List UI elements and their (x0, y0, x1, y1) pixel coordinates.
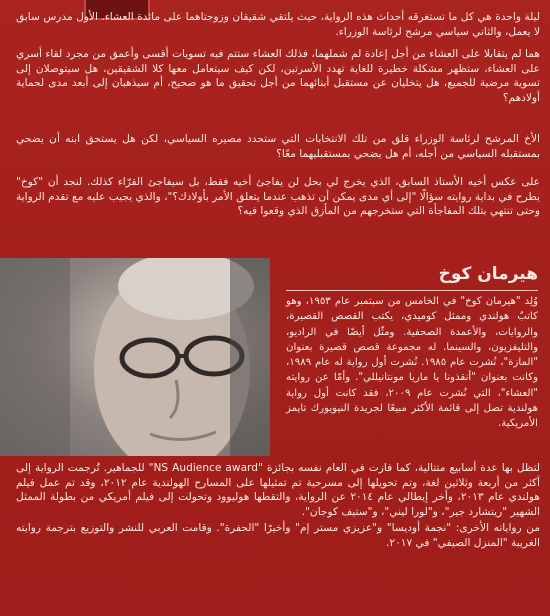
synopsis-paragraph-4: على عكس أخيه الأستاذ السابق، الذي يخرج لي بحل لن يفاجئ أخيه فقط، بل سيفاجئ القرّاء كذلك. لنجد أن "كوخ" يطرح في بداية روايته سؤالًا "إلى أي مدى يمكن أن تذهب عندما يتعلق الأمر بأولادك؟"، والذي يجيب عليه مع تقدم الرواية وحتى تنتهي بتلك المفاجأة التي ستخرجهم من المأزق الذي وقعوا فيه؟ (16, 176, 540, 218)
author-name: هيرمان كوخ (438, 264, 538, 284)
publication-paragraph-2: من رواياته الأخرى: "نجمة أوديسا" و"عزيزي مستر إم" وأخيرًا "الحفرة". وقامت العربي للنشر والتوزيع بترجمة روايته الغريبة "المنزل الصيفي" في ٢٠١٧. (16, 522, 540, 549)
publication-paragraph-1: لتظل بها عدة أسابيع متتالية، كما فازت في العام نفسه بجائزة "NS Audience award" للجماهير. تُرجمت الرواية إلى أكثر من أربعة وثلاثين لغة، وتم تحويلها إلى مسرحية تم تمثيلها على المسارح الهولندية عام ٢٠١٢، وقد تم عمل فيلم هولندي عام ٢٠١٣، وأخر إيطالي عام ٢٠١٤ عن الرواية، والتقطها هوليوود وتحولت إلى فيلم أمريكي من بطولة الممثل الشهير "ريتشارد جير"، و"لورا ليني"، و"ستيف كوجان". (16, 462, 540, 519)
synopsis-paragraph-3: الأخ المرشح لرئاسة الوزراء قلق من تلك الانتخابات التي ستحدد مصيره السياسي، لكن هل يستحق ابنه أن يضحي بمستقبله السياسي من أجله، أم هل يضحي بمستقبليهما معًا؟ (16, 133, 540, 160)
synopsis-paragraph-2: هما لم يتقابلا على العشاء من أجل إعادة لم شملهما، فذلك العشاء ستتم فيه تسويات أقسى وأعمق من مجرد لقاء أسري على العشاء، ستظهر مشكلة خطيرة للغاية تهدد الأسرتين، لكن كيف سيتعامل معها كلا الشقيقين، هل سيتوصلان إلى تسوية مرضية للجميع، هل يتخليان عن مستقبل أبنائهما من أجل تحقيق ما هو صحيح، أم سيذهبان إلى أبعد مدى لحماية أولادهم؟ (16, 48, 540, 105)
synopsis-paragraph-1: ليلة واحدة هي كل ما تستغرقه أحداث هذه الرواية، حيث يلتقي شقيقان وزوجتاهما على مائدة العشاء. الأول مدرس سابق لا يعمل، والثاني سياسي مرشح لرئاسة الوزراء. (16, 11, 540, 38)
author-biography: وُلِد "هيرمان كوخ" في الخامس من سبتمبر عام ١٩٥٣، وهو كاتبٌ هولندي وممثل كوميدي، يكتب القصص القصيرة، والروايات، والأعمدة الصحفية. ومثّل أيضًا في الراديو، والتليفزيون، والسينما. له مجموعة قصص قصيرة بعنوان "المازة"، نُشرت عام ١٩٨٥. نُشرت أول رواية له عام ١٩٨٩، وكانت بعنوان "أنقذونا يا ماريا مونتانيللي". وأمّا عن روايته "العشاء"، التي نُشرت عام ٢٠٠٩، فقد كانت أول رواية هولندية تصل إلى قائمة الأكثر مبيعًا لجريدة النيويورك تايمز الأمريكية. (286, 296, 539, 430)
author-photo (0, 258, 270, 456)
author-name-divider (286, 290, 538, 291)
author-bio-section (0, 258, 550, 456)
